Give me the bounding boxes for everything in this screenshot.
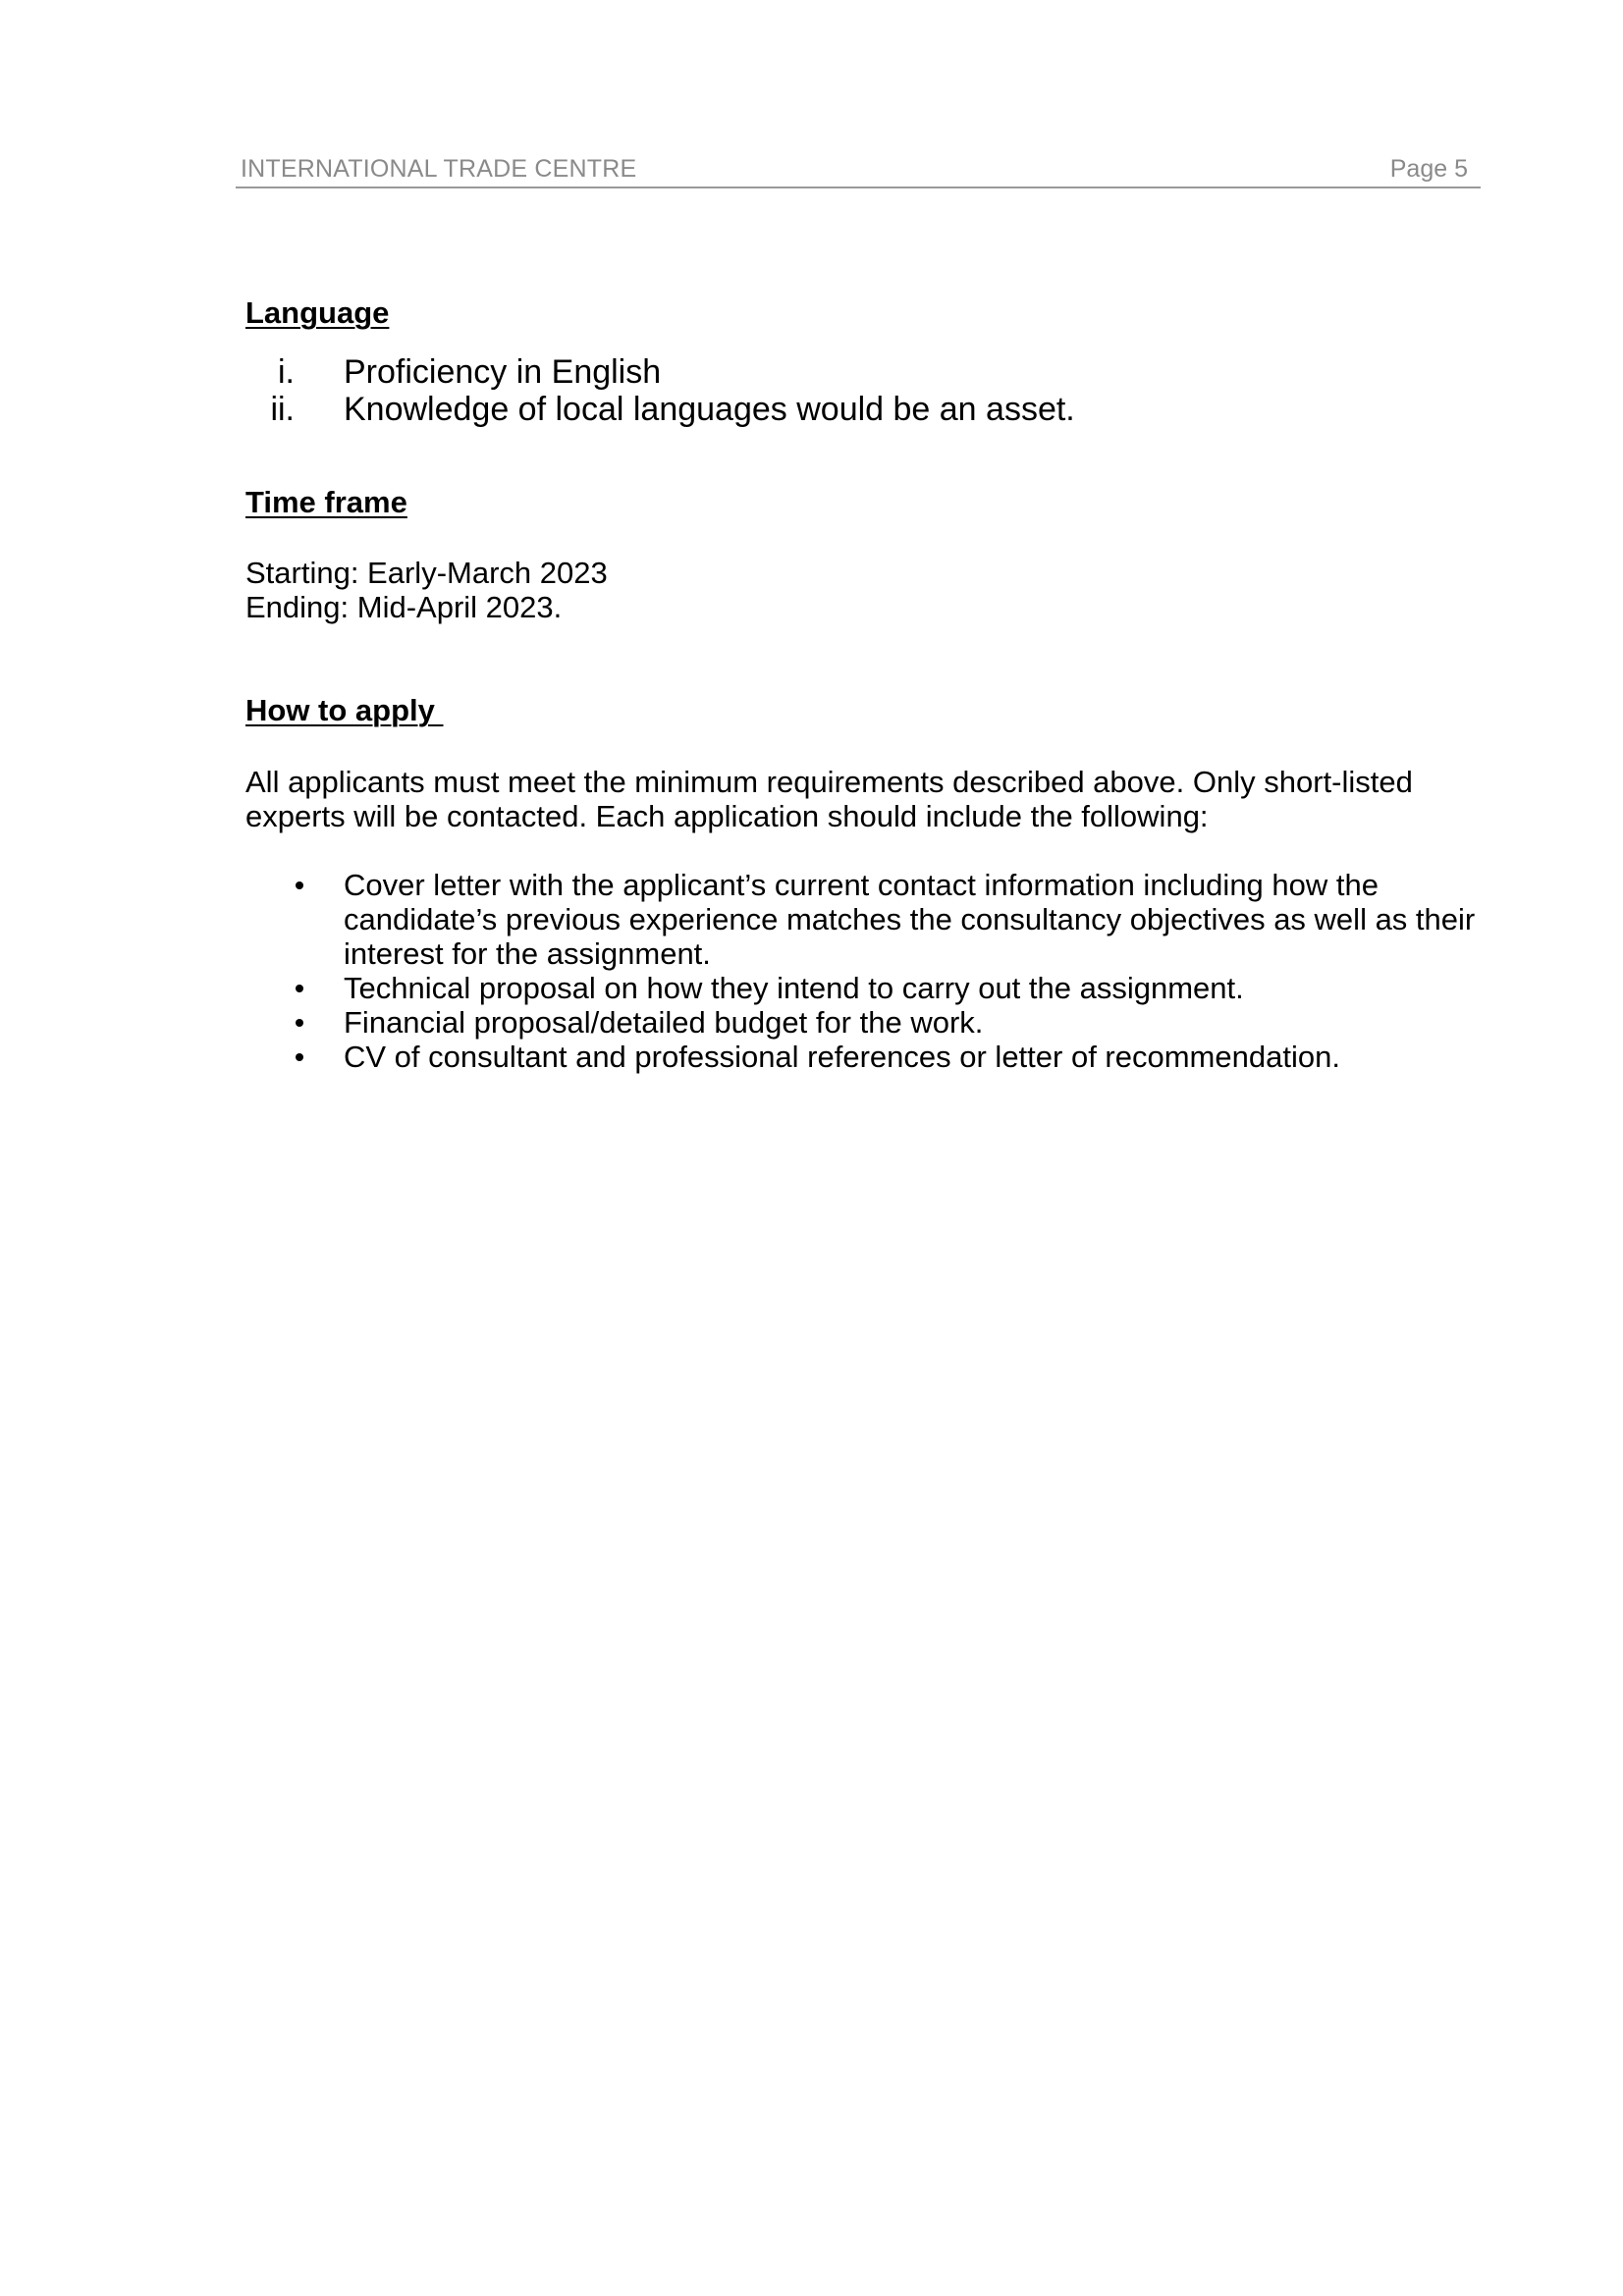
how-to-apply-heading: How to apply <box>245 693 444 727</box>
list-item-text: Cover letter with the applicant’s current contact information including how the candidate’s previous experience matches the consultancy objectives as well as their interest for the assignment. <box>344 868 1476 971</box>
language-list-item <box>245 391 1424 430</box>
language-list-item <box>245 353 1424 393</box>
list-item <box>245 1040 1483 1074</box>
how-to-apply-intro: All applicants must meet the minimum requirements described above. Only short-listed experts will be contacted. Each application should include the following: <box>245 765 1413 833</box>
list-item-text: Technical proposal on how they intend to carry out the assignment. <box>344 971 1244 1005</box>
bullet-icon <box>296 1053 303 1061</box>
list-item <box>245 1005 1483 1040</box>
list-item <box>245 868 1483 971</box>
list-item-text: Financial proposal/detailed budget for the work. <box>344 1005 984 1040</box>
bullet-icon <box>296 881 303 889</box>
list-item-number: ii. <box>270 391 295 428</box>
list-item-number: i. <box>278 353 295 391</box>
language-heading: Language <box>245 295 390 330</box>
list-item-text: Knowledge of local languages would be an asset. <box>344 391 1075 428</box>
list-item-text: Proficiency in English <box>344 353 662 391</box>
list-item <box>245 971 1483 1005</box>
time-frame-heading: Time frame <box>245 485 407 519</box>
time-frame-end: Ending: Mid-April 2023. <box>245 590 563 624</box>
application-requirements-list <box>245 868 1483 1074</box>
bullet-icon <box>296 985 303 992</box>
list-item-text: CV of consultant and professional references or letter of recommendation. <box>344 1040 1340 1074</box>
bullet-icon <box>296 1019 303 1027</box>
header-page-number: Page 5 <box>1389 155 1468 183</box>
page-header <box>236 149 1481 188</box>
header-organization: INTERNATIONAL TRADE CENTRE <box>241 155 637 183</box>
time-frame-start: Starting: Early-March 2023 <box>245 556 608 590</box>
